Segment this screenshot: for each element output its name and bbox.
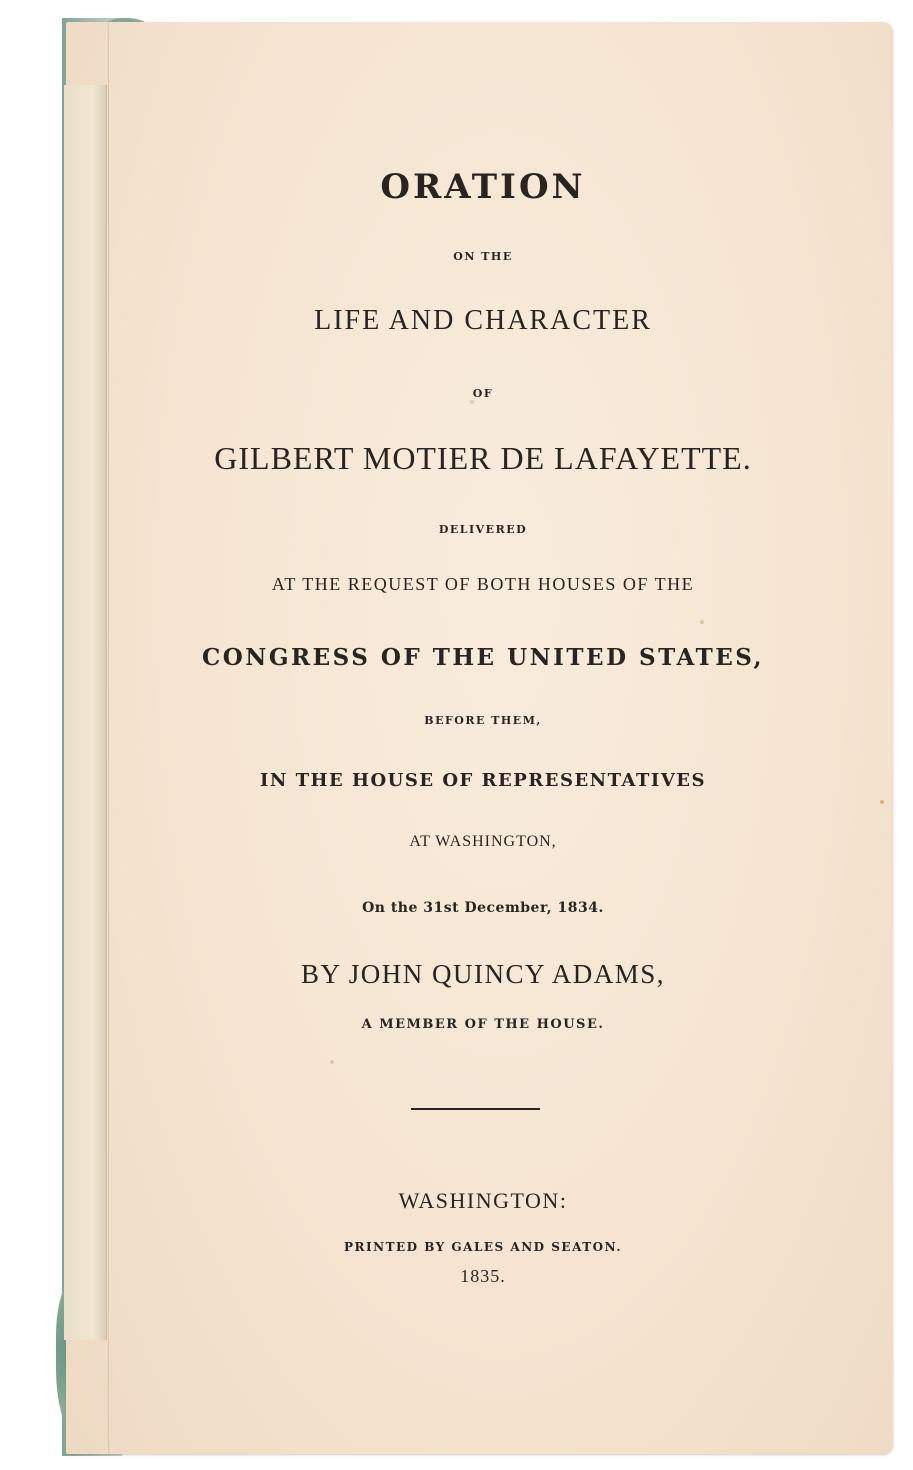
paper-spot [880, 800, 884, 804]
imprint-city: WASHINGTON: [398, 1188, 568, 1213]
spine-fold [64, 85, 107, 1340]
subject-line: LIFE AND CHARACTER [314, 305, 652, 336]
paper-spot [700, 620, 704, 624]
of-text: OF [472, 387, 494, 400]
delivered-text: DELIVERED [438, 523, 528, 536]
date-line: On the 31st December, 1834. [362, 900, 604, 916]
page-title: ORATION [380, 167, 586, 207]
before-them-text: BEFORE THEM, [424, 714, 542, 727]
venue-city: AT WASHINGTON, [409, 833, 557, 850]
subject-name: GILBERT MOTIER DE LAFAYETTE. [214, 440, 752, 476]
imprint-year: 1835. [460, 1266, 506, 1286]
venue-line: IN THE HOUSE OF REPRESENTATIVES [259, 770, 707, 791]
author-line: BY JOHN QUINCY ADAMS, [300, 959, 666, 989]
divider-rule [411, 1108, 540, 1110]
author-role: A MEMBER OF THE HOUSE. [361, 1017, 605, 1032]
congress-line: CONGRESS OF THE UNITED STATES, [201, 644, 765, 671]
request-line: AT THE REQUEST OF BOTH HOUSES OF THE [271, 574, 695, 594]
on-the-text: ON THE [453, 250, 513, 263]
paper-spot [330, 1060, 334, 1064]
printer-line: PRINTED BY GALES AND SEATON. [344, 1240, 622, 1254]
paper-spot [470, 400, 474, 404]
